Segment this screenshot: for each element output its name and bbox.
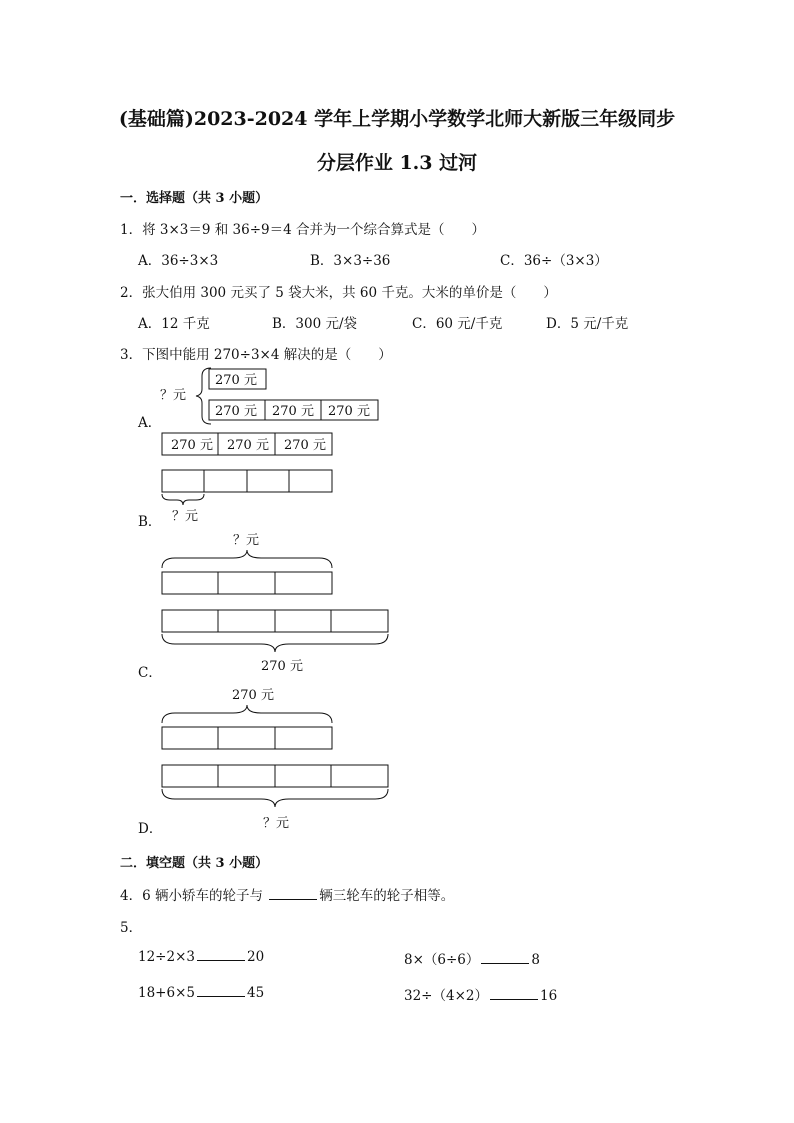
- section-heading-fill: 二．填空题（共 3 小题）: [120, 856, 269, 871]
- q2-option-a: A．12 千克: [138, 316, 210, 332]
- q5-item-4-right: 16: [539, 988, 558, 1004]
- fig-a-unknown-label: ？元: [160, 388, 187, 403]
- q3-option-c: C．: [138, 665, 162, 681]
- q2-option-d: D．5 元/千克: [546, 316, 629, 332]
- fig-a-bottom-label-2: 270 元: [272, 404, 314, 419]
- q5-item-1-left: 12÷2×3: [138, 949, 195, 965]
- q4-blank[interactable]: [269, 887, 317, 900]
- q4-text-after: 辆三轮车的轮子相等。: [319, 888, 455, 904]
- q1-option-c: C．36÷（3×3）: [500, 253, 608, 269]
- q5-item-3: [138, 984, 264, 1001]
- question-4: [120, 884, 454, 904]
- q1-option-a: A．36÷3×3: [138, 253, 219, 269]
- question-3: 3．下图中能用 270÷3×4 解决的是（ ）: [120, 347, 392, 363]
- fig-d-top-brace: [162, 705, 332, 723]
- fig-b-top-label-3: 270 元: [284, 438, 326, 453]
- fig-c-top-bar: [162, 572, 332, 594]
- q3-option-b: B．: [138, 514, 162, 530]
- fig-d-bottom-brace: [162, 789, 388, 807]
- question-2: 2．张大伯用 300 元买了 5 袋大米，共 60 千克。大米的单价是（ ）: [120, 285, 557, 301]
- q1-option-b: B．3×3÷36: [310, 253, 391, 269]
- fig-a-bottom-label-1: 270 元: [215, 404, 257, 419]
- fig-b-top-label-2: 270 元: [227, 438, 269, 453]
- figure-d: [155, 683, 400, 833]
- q5-item-4: [404, 984, 557, 1004]
- q3-option-d: D．: [138, 821, 163, 837]
- figure-a: [155, 364, 395, 428]
- q3-option-a: A．: [138, 415, 162, 431]
- fig-a-bottom-label-3: 270 元: [328, 404, 370, 419]
- q5-item-2-blank[interactable]: [481, 951, 529, 964]
- section-heading-choice: 一．选择题（共 3 小题）: [120, 191, 269, 206]
- fig-a-top-label: 270 元: [215, 373, 257, 388]
- page-subtitle: 分层作业 1.3 过河: [316, 152, 478, 174]
- figure-b: [155, 430, 345, 526]
- q2-option-c: C．60 元/千克: [412, 316, 503, 332]
- fig-c-top-label: ？元: [233, 533, 260, 548]
- fig-c-bottom-brace: [162, 634, 388, 652]
- q5-item-2: [404, 948, 540, 968]
- q5-item-3-left: 18+6×5: [138, 985, 195, 1001]
- q5-item-2-right: 8: [531, 952, 540, 968]
- q5-item-4-blank[interactable]: [490, 987, 538, 1000]
- fig-b-top-label-1: 270 元: [171, 438, 213, 453]
- q5-item-3-right: 45: [246, 985, 265, 1001]
- fig-d-bottom-label: ？元: [263, 816, 290, 831]
- q5-item-1-right: 20: [246, 949, 265, 965]
- fig-b-unknown-label: ？元: [172, 509, 199, 524]
- fig-b-brace: [162, 494, 204, 505]
- fig-d-top-label: 270 元: [232, 688, 274, 703]
- q5-item-2-left: 8×（6÷6）: [404, 952, 480, 968]
- figure-c: [155, 528, 400, 676]
- fig-c-top-brace: [162, 550, 332, 568]
- q5-item-4-left: 32÷（4×2）: [404, 988, 488, 1004]
- q2-option-b: B．300 元/袋: [272, 316, 358, 332]
- question-5-number: 5．: [120, 920, 143, 936]
- fig-c-bottom-label: 270 元: [261, 659, 303, 674]
- q5-item-1-blank[interactable]: [197, 948, 245, 961]
- q4-text-before: 4．6 辆小轿车的轮子与: [120, 888, 268, 904]
- question-1: 1．将 3×3＝9 和 36÷9＝4 合并为一个综合算式是（ ）: [120, 222, 486, 238]
- q5-item-1: [138, 948, 264, 965]
- page-title: (基础篇)2023-2024 学年上学期小学数学北师大新版三年级同步: [118, 108, 676, 130]
- q5-item-3-blank[interactable]: [197, 984, 245, 997]
- fig-d-top-bar: [162, 727, 332, 749]
